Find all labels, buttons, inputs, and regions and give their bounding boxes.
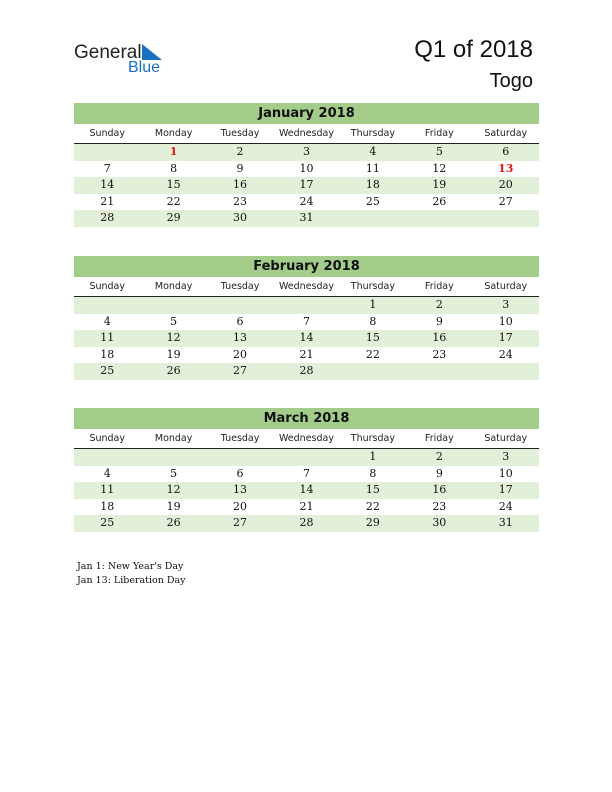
day-cell: 5 — [435, 145, 443, 158]
month-title: January 2018 — [74, 103, 539, 124]
day-cell: 15 — [365, 483, 380, 496]
weekday-label: Friday — [424, 281, 454, 292]
weekday-header-row — [74, 429, 539, 449]
day-cell: 26 — [432, 194, 447, 208]
day-cell — [273, 297, 339, 314]
day-cell: 20 — [233, 499, 248, 513]
day-cell: 16 — [233, 178, 248, 191]
week-row — [74, 466, 539, 483]
day-cell — [140, 297, 206, 314]
day-cell: 19 — [166, 347, 181, 361]
day-cell: 21 — [299, 347, 314, 361]
day-cell: 28 — [299, 364, 314, 377]
holiday-note: Jan 1: New Year's Day — [77, 561, 184, 572]
weekday-label: Saturday — [484, 128, 528, 139]
day-cell: 26 — [166, 364, 181, 377]
day-cell: 4 — [103, 314, 111, 328]
day-cell — [207, 297, 273, 314]
day-cell: 27 — [233, 364, 248, 377]
day-cell: 27 — [498, 194, 513, 208]
week-row — [74, 314, 539, 331]
week-row — [74, 194, 539, 211]
day-cell: 21 — [100, 194, 115, 208]
logo-blue-text: Blue — [128, 59, 161, 76]
day-cell: 6 — [502, 145, 510, 158]
day-cell: 5 — [170, 314, 178, 328]
day-cell: 24 — [498, 499, 513, 513]
day-cell: 7 — [302, 466, 310, 480]
day-cell: 18 — [100, 499, 115, 513]
day-cell: 15 — [166, 178, 181, 191]
weekday-label: Monday — [154, 128, 193, 139]
weekday-label: Thursday — [350, 281, 395, 292]
day-cell: 11 — [100, 483, 115, 496]
day-cell: 18 — [100, 347, 115, 361]
day-cell: 31 — [299, 211, 314, 224]
day-cell: 25 — [100, 516, 115, 529]
week-row — [74, 210, 539, 227]
day-cell: 24 — [299, 194, 314, 208]
weekday-label: Monday — [154, 433, 193, 444]
weekday-label: Sunday — [89, 281, 125, 292]
week-row — [74, 177, 539, 194]
weekday-label: Thursday — [350, 128, 395, 139]
day-cell: 23 — [432, 499, 447, 513]
day-cell: 9 — [236, 161, 244, 175]
weekday-label: Tuesday — [220, 281, 260, 292]
day-cell: 5 — [170, 466, 178, 480]
week-row — [74, 499, 539, 516]
day-cell: 4 — [103, 466, 111, 480]
logo-general-text: General — [74, 42, 142, 63]
day-cell: 13 — [498, 161, 514, 175]
day-cell: 2 — [435, 450, 443, 463]
day-cell: 2 — [435, 298, 443, 311]
day-cell: 14 — [299, 483, 314, 496]
day-cell — [473, 363, 539, 380]
day-cell: 12 — [166, 483, 181, 496]
day-cell: 14 — [100, 178, 115, 191]
day-cell — [406, 210, 472, 227]
week-row — [74, 482, 539, 499]
weekday-label: Sunday — [89, 433, 125, 444]
day-cell: 4 — [369, 145, 377, 158]
day-cell — [74, 449, 140, 466]
weekday-label: Friday — [424, 433, 454, 444]
weekday-label: Tuesday — [220, 128, 260, 139]
day-cell — [140, 449, 206, 466]
week-row — [74, 330, 539, 347]
day-cell: 1 — [369, 298, 377, 311]
day-cell: 9 — [435, 314, 443, 328]
weekday-label: Wednesday — [278, 433, 334, 444]
day-cell: 8 — [369, 314, 377, 328]
day-cell: 12 — [432, 161, 447, 175]
day-cell: 9 — [435, 466, 443, 480]
day-cell: 7 — [302, 314, 310, 328]
day-cell — [207, 449, 273, 466]
day-cell: 16 — [432, 331, 447, 344]
day-cell: 29 — [166, 211, 181, 224]
day-cell: 10 — [498, 314, 513, 328]
country-name: Togo — [489, 70, 533, 92]
month-february — [74, 256, 539, 380]
month-january — [74, 103, 539, 227]
day-cell: 20 — [233, 347, 248, 361]
day-cell — [74, 297, 140, 314]
weekday-label: Saturday — [484, 433, 528, 444]
weekday-label: Thursday — [350, 433, 395, 444]
day-cell: 7 — [103, 161, 111, 175]
day-cell: 10 — [498, 466, 513, 480]
day-cell: 29 — [365, 516, 380, 529]
day-cell: 21 — [299, 499, 314, 513]
day-cell: 14 — [299, 331, 314, 344]
day-cell: 1 — [369, 450, 377, 463]
week-row — [74, 144, 539, 161]
day-cell: 26 — [166, 516, 181, 529]
day-cell: 25 — [365, 194, 380, 208]
day-cell: 31 — [498, 516, 513, 529]
month-title: February 2018 — [74, 256, 539, 277]
day-cell: 24 — [498, 347, 513, 361]
day-cell — [340, 363, 406, 380]
day-cell: 3 — [502, 298, 510, 311]
day-cell — [473, 210, 539, 227]
day-cell: 17 — [498, 331, 513, 344]
week-row — [74, 515, 539, 532]
weekday-header-row — [74, 124, 539, 144]
day-cell: 11 — [100, 331, 115, 344]
day-cell: 6 — [236, 466, 244, 480]
day-cell — [340, 210, 406, 227]
week-row — [74, 161, 539, 178]
day-cell: 13 — [233, 483, 248, 496]
day-cell: 3 — [502, 450, 510, 463]
day-cell: 6 — [236, 314, 244, 328]
weekday-label: Monday — [154, 281, 193, 292]
day-cell: 18 — [365, 178, 380, 191]
day-cell: 15 — [365, 331, 380, 344]
day-cell: 2 — [236, 145, 244, 158]
week-row — [74, 297, 539, 314]
day-cell: 11 — [365, 161, 380, 175]
weekday-label: Tuesday — [220, 433, 260, 444]
holiday-notes — [77, 560, 186, 588]
day-cell: 8 — [170, 161, 178, 175]
day-cell: 28 — [299, 516, 314, 529]
day-cell: 17 — [498, 483, 513, 496]
day-cell: 13 — [233, 331, 248, 344]
day-cell: 1 — [169, 145, 178, 158]
week-row — [74, 363, 539, 380]
weekday-label: Saturday — [484, 281, 528, 292]
day-cell: 17 — [299, 178, 314, 191]
day-cell: 10 — [299, 161, 314, 175]
day-cell: 12 — [166, 331, 181, 344]
day-cell: 22 — [365, 347, 380, 361]
day-cell: 16 — [432, 483, 447, 496]
day-cell: 8 — [369, 466, 377, 480]
week-row — [74, 449, 539, 466]
day-cell: 30 — [432, 516, 447, 529]
day-cell: 27 — [233, 516, 248, 529]
day-cell: 28 — [100, 211, 115, 224]
day-cell: 19 — [432, 178, 447, 191]
day-cell: 22 — [166, 194, 181, 208]
day-cell: 30 — [233, 211, 248, 224]
day-cell: 23 — [432, 347, 447, 361]
weekday-label: Wednesday — [278, 128, 334, 139]
holiday-note: Jan 13: Liberation Day — [77, 575, 186, 586]
day-cell: 19 — [166, 499, 181, 513]
weekday-label: Friday — [424, 128, 454, 139]
page-title: Q1 of 2018 — [414, 36, 533, 63]
week-row — [74, 347, 539, 364]
month-title: March 2018 — [74, 408, 539, 429]
logo-triangle-icon — [142, 44, 162, 60]
day-cell: 20 — [498, 178, 513, 191]
weekday-label: Wednesday — [278, 281, 334, 292]
weekday-header-row — [74, 277, 539, 297]
month-march — [74, 408, 539, 532]
day-cell: 23 — [233, 194, 248, 208]
day-cell — [406, 363, 472, 380]
day-cell — [273, 449, 339, 466]
day-cell: 25 — [100, 364, 115, 377]
weekday-label: Sunday — [89, 128, 125, 139]
day-cell — [74, 144, 140, 161]
day-cell: 22 — [365, 499, 380, 513]
day-cell: 3 — [302, 145, 310, 158]
